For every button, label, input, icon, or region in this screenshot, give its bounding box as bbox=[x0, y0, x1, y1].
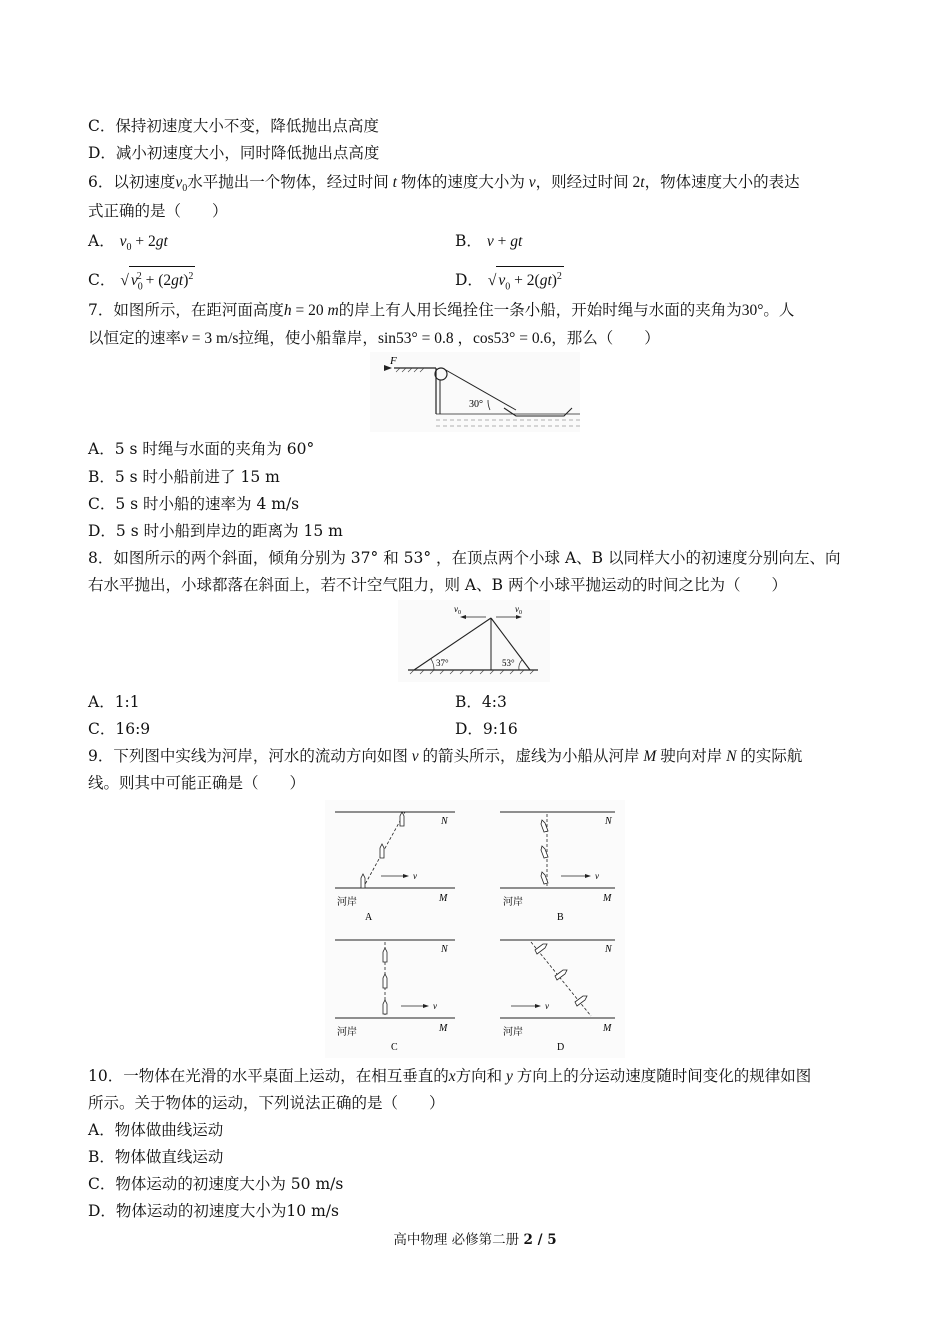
q10-option-d: D．物体运动的初速度大小为10 m/s bbox=[88, 1202, 339, 1220]
boat-icon bbox=[383, 1000, 387, 1014]
svg-text:N: N bbox=[441, 816, 448, 827]
q9-stem-line2: 线。则其中可能正确是（ ） bbox=[88, 774, 306, 792]
page-footer: 高中物理 必修第二册 2 / 5 bbox=[393, 1232, 557, 1248]
svg-text:M: M bbox=[603, 893, 612, 904]
q6-option-b: B． v + gt bbox=[455, 232, 523, 250]
boat-icon bbox=[361, 874, 365, 888]
svg-text:37°: 37° bbox=[436, 658, 449, 668]
q7-option-b: B．5 s 时小船前进了 15 m bbox=[88, 468, 280, 486]
q6-stem-line2: 式正确的是（ ） bbox=[88, 202, 228, 220]
inclines-diagram bbox=[398, 600, 550, 682]
svg-text:F: F bbox=[390, 355, 397, 367]
boat-icon bbox=[380, 844, 384, 858]
q8-option-c: C．16:9 bbox=[88, 720, 151, 738]
q5-option-d: D．减小初速度大小，同时降低抛出点高度 bbox=[88, 144, 380, 162]
q8-option-d: D．9:16 bbox=[455, 720, 518, 738]
svg-text:C: C bbox=[391, 1042, 398, 1053]
q10-option-b: B．物体做直线运动 bbox=[88, 1148, 224, 1166]
boat-icon bbox=[383, 974, 387, 988]
q7-stem-line2: 以恒定的速率v = 3 m/s拉绳，使小船靠岸，sin53° = 0.8 ，cos53° = 0.6，那么（ ） bbox=[88, 329, 660, 347]
q8-option-a: A．1:1 bbox=[88, 693, 140, 711]
svg-text:30°: 30° bbox=[469, 399, 483, 410]
q7-option-a: A．5 s 时绳与水面的夹角为 60° bbox=[88, 440, 315, 458]
q8-stem-line1: 8．如图所示的两个斜面，倾角分别为 37° 和 53° ，在顶点两个小球 A、B 以同样大小的初速度分别向左、向 bbox=[88, 549, 841, 567]
q8-option-b: B．4:3 bbox=[455, 693, 507, 711]
q8-stem-line2: 右水平抛出，小球都落在斜面上，若不计空气阻力，则 A、B 两个小球平抛运动的时间之比为（ ） bbox=[88, 576, 787, 594]
page-number: 2 / 5 bbox=[523, 1232, 557, 1248]
svg-text:v0: $v_0$ bbox=[515, 604, 522, 616]
q6-option-c: C． √ $v_0^2 + (2gt)^2$ bbox=[88, 266, 195, 297]
svg-text:N: N bbox=[605, 944, 612, 955]
svg-text:河岸: 河岸 bbox=[503, 897, 523, 908]
river-panels-diagram bbox=[325, 800, 625, 1058]
q6-option-a: A． $v_0 + 2gt$ bbox=[88, 232, 168, 254]
svg-text:v: v bbox=[413, 871, 417, 881]
q5-option-c: C．保持初速度大小不变，降低抛出点高度 bbox=[88, 117, 379, 135]
svg-text:v: v bbox=[595, 871, 599, 881]
q7-option-d: D．5 s 时小船到岸边的距离为 15 m bbox=[88, 522, 343, 540]
svg-text:河岸: 河岸 bbox=[337, 897, 357, 908]
svg-text:B: B bbox=[557, 912, 564, 923]
svg-text:M: M bbox=[603, 1023, 612, 1034]
svg-text:D: D bbox=[557, 1042, 565, 1053]
q10-option-a: A．物体做曲线运动 bbox=[88, 1121, 224, 1139]
svg-text:53°: 53° bbox=[502, 658, 515, 668]
svg-text:v: v bbox=[433, 1001, 437, 1011]
svg-text:v0: $v_0$ bbox=[454, 604, 461, 616]
svg-text:M: M bbox=[439, 893, 448, 904]
q7-stem-line1: 7．如图所示，在距河面高度h = 20 m的岸上有人用长绳拴住一条小船，开始时绳与水面的夹角为30°。人 bbox=[88, 301, 795, 319]
boat-icon bbox=[383, 948, 387, 962]
boat-rope-diagram bbox=[370, 352, 580, 432]
svg-text:N: N bbox=[441, 944, 448, 955]
q9-stem-line1: 9．下列图中实线为河岸，河水的流动方向如图 v 的箭头所示，虚线为小船从河岸 M 驶向对岸 N 的实际航 bbox=[88, 747, 803, 765]
q6-option-d: D． √ $v_0 + 2(gt)^2$ bbox=[455, 266, 564, 297]
q8-figure-inclines bbox=[398, 600, 550, 686]
svg-text:M: M bbox=[439, 1023, 448, 1034]
q10-stem-line1: 10．一物体在光滑的水平桌面上运动，在相互垂直的x方向和 y 方向上的分运动速度随时间变化的规律如图 bbox=[88, 1067, 812, 1085]
svg-text:河岸: 河岸 bbox=[337, 1027, 357, 1038]
boat-icon bbox=[400, 812, 404, 826]
q7-option-c: C．5 s 时小船的速率为 4 m/s bbox=[88, 495, 300, 513]
svg-text:N: N bbox=[605, 816, 612, 827]
svg-text:河岸: 河岸 bbox=[503, 1027, 523, 1038]
svg-text:v: v bbox=[545, 1001, 549, 1011]
svg-text:A: A bbox=[365, 912, 373, 923]
q10-stem-line2: 所示。关于物体的运动，下列说法正确的是（ ） bbox=[88, 1094, 445, 1112]
q9-figure-river-panels bbox=[325, 800, 625, 1062]
q6-stem-line1: 6．以初速度$v_0$水平抛出一个物体，经过时间 t 物体的速度大小为 v，则经过时间 2t，物体速度大小的表达 bbox=[88, 173, 800, 195]
q7-figure-boat-rope bbox=[370, 352, 580, 436]
q10-option-c: C．物体运动的初速度大小为 50 m/s bbox=[88, 1175, 344, 1193]
